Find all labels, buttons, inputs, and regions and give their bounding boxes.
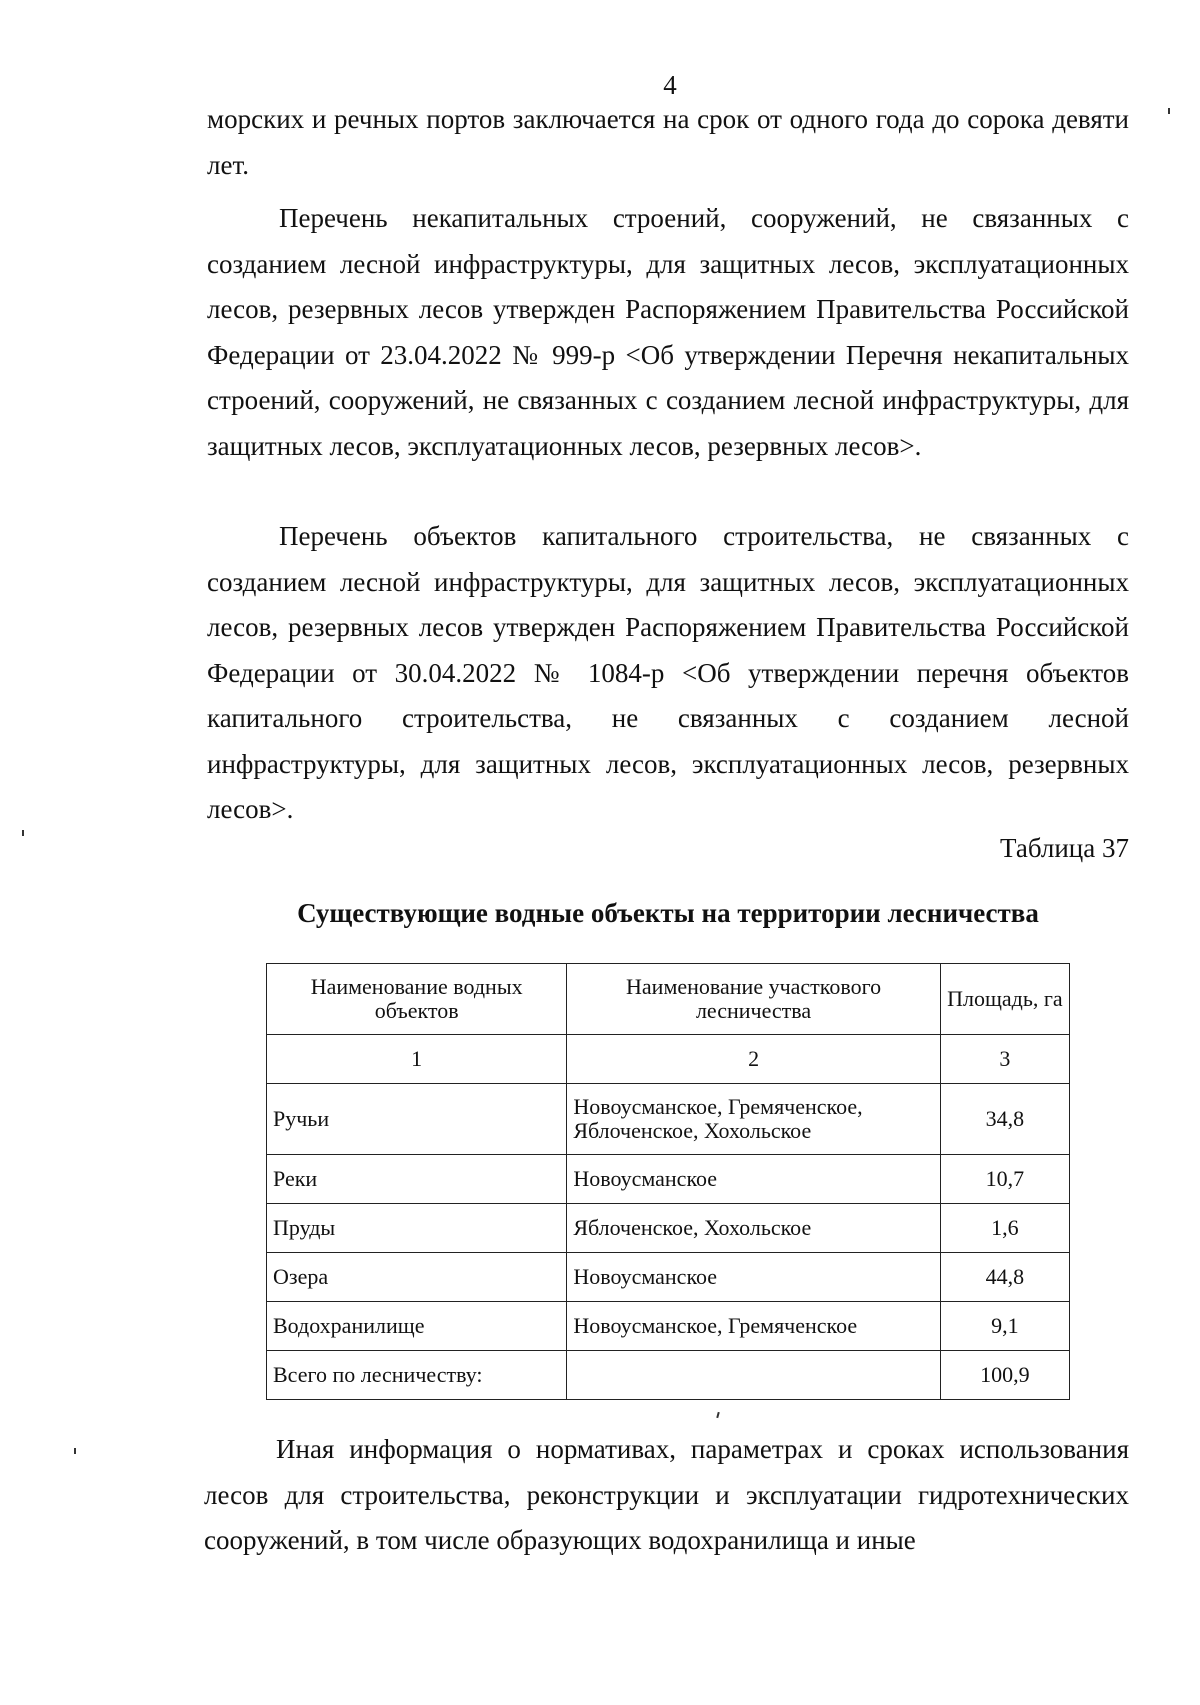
column-number: 3 <box>940 1035 1069 1084</box>
forestry-name: Новоусманское, Гремяченское <box>567 1302 941 1351</box>
table-title: Существующие водные объекты на территории лесничества <box>297 898 1039 928</box>
scan-speck <box>22 830 24 836</box>
paragraph-other-info: Иная информация о нормативах, параметрах и сроках использования лесов для строительства, реконструкции и эксплуатации гидротехнических сооружений, в том числе образующих водохранилища и иные <box>204 1434 1129 1555</box>
total-label: Всего по лесничеству: <box>267 1351 567 1400</box>
area-value: 9,1 <box>940 1302 1069 1351</box>
scan-speck <box>716 1412 719 1418</box>
forestry-name: Новоусманское, Гремяченское, Яблоченское, Хохольское <box>567 1084 941 1155</box>
water-body-name: Озера <box>267 1253 567 1302</box>
total-forestry <box>567 1351 941 1400</box>
table-row <box>267 1084 1070 1155</box>
table-row <box>267 1302 1070 1351</box>
area-value: 1,6 <box>940 1204 1069 1253</box>
water-body-name: Ручьи <box>267 1084 567 1155</box>
column-number: 1 <box>267 1035 567 1084</box>
table-header-row <box>267 964 1070 1035</box>
area-value: 34,8 <box>940 1084 1069 1155</box>
water-body-name: Водохранилище <box>267 1302 567 1351</box>
page-number: 4 <box>663 70 677 100</box>
paragraph-noncapital-structures: Перечень некапитальных строений, сооружений, не связанных с созданием лесной инфраструктуры, для защитных лесов, эксплуатационных лесов, резервных лесов утвержден Распоряжением Правительства Российской Федерации от 23.04.2022 № 999-р <Об утверждении Перечня некапитальных строений, сооружений, не связанных с созданием лесной инфраструктуры, для защитных лесов, эксплуатационных лесов, резервных лесов>. <box>207 203 1129 461</box>
table-row <box>267 1204 1070 1253</box>
water-body-name: Реки <box>267 1155 567 1204</box>
table-column-numbers-row <box>267 1035 1070 1084</box>
forestry-name: Яблоченское, Хохольское <box>567 1204 941 1253</box>
table-row <box>267 1253 1070 1302</box>
table-caption: Таблица 37 <box>1000 833 1129 863</box>
total-area-value: 100,9 <box>940 1351 1069 1400</box>
table-total-row <box>267 1351 1070 1400</box>
table-row <box>267 1155 1070 1204</box>
forestry-name: Новоусманское <box>567 1253 941 1302</box>
area-value: 44,8 <box>940 1253 1069 1302</box>
column-number: 2 <box>567 1035 941 1084</box>
scan-speck <box>74 1448 76 1454</box>
paragraph-continuation: морских и речных портов заключается на срок от одного года до сорока девяти лет. <box>207 104 1129 180</box>
header-water-body-name: Наименование водных объектов <box>267 964 567 1035</box>
scan-speck <box>1168 108 1170 114</box>
paragraph-capital-construction: Перечень объектов капитального строительства, не связанных с созданием лесной инфраструктуры, для защитных лесов, эксплуатационных лесов, резервных лесов утвержден Распоряжением Правительства Российской Федерации от 30.04.2022 № 1084-р <Об утверждении перечня объектов капитального строительства, не связанных с созданием лесной инфраструктуры, для защитных лесов, эксплуатационных лесов, резервных лесов>. <box>207 521 1129 824</box>
water-body-name: Пруды <box>267 1204 567 1253</box>
water-bodies-table <box>266 963 1070 1400</box>
header-area: Площадь, га <box>940 964 1069 1035</box>
forestry-name: Новоусманское <box>567 1155 941 1204</box>
header-forestry-name: Наименование участкового лесничества <box>567 964 941 1035</box>
area-value: 10,7 <box>940 1155 1069 1204</box>
